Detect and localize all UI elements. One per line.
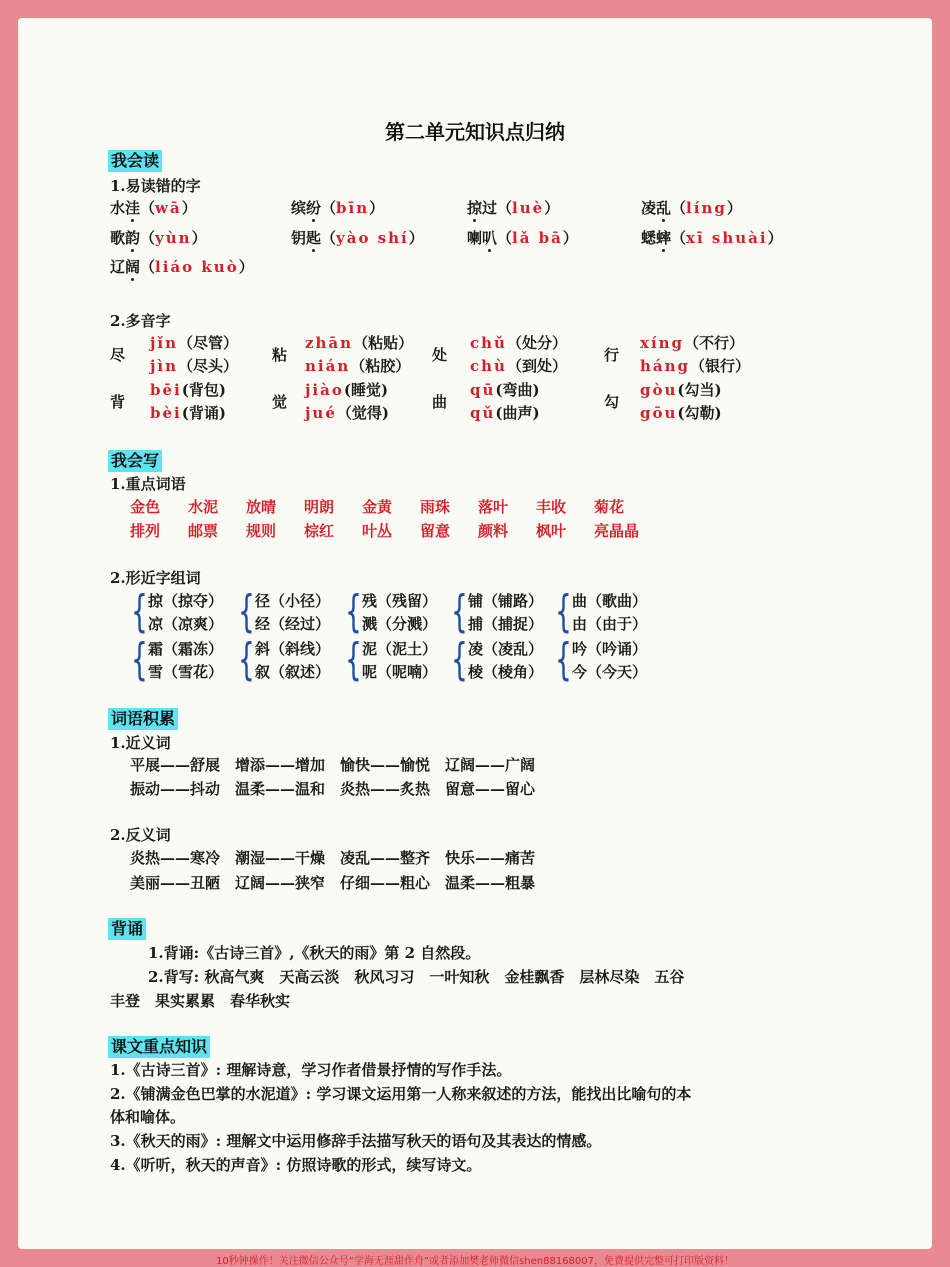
poly-pinyin: jìn xyxy=(150,357,179,375)
word-pinyin: xī shuài xyxy=(686,229,768,247)
section-write-header: 我会写 xyxy=(108,450,162,472)
poly-pinyin: qǔ xyxy=(470,404,496,422)
word-pinyin: luè xyxy=(512,199,545,217)
misread-word: 蟋蟀（xī shuài） xyxy=(641,229,783,247)
poly-reading xyxy=(150,333,238,353)
sub-synonyms: 1.近义词 xyxy=(110,734,171,752)
misread-word: 歌韵（yùn） xyxy=(110,229,207,247)
word-pinyin: lǎ bā xyxy=(512,229,563,247)
word-pinyin: wā xyxy=(155,199,182,217)
key-word: 明朗 xyxy=(304,498,335,516)
poly-reading xyxy=(640,356,750,376)
poly-pinyin: chù xyxy=(470,357,507,375)
sub-polyphone: 2.多音字 xyxy=(110,312,171,330)
antonyms-row-1: 炎热——寒冷 潮湿——干燥 凌乱——整齐 快乐——痛苦 xyxy=(130,849,536,867)
word-char-plain: 辽 xyxy=(110,258,126,276)
poly-char: 觉 xyxy=(272,393,288,411)
poly-pinyin: háng xyxy=(640,357,691,375)
section-read-header: 我会读 xyxy=(108,150,162,172)
poly-word: （粘胶） xyxy=(350,357,411,375)
similar-char-item: 今（今天） xyxy=(572,663,648,681)
similar-char-item: 凉（凉爽） xyxy=(148,615,224,633)
brace-icon: { xyxy=(345,634,362,685)
poly-pinyin: jué xyxy=(305,404,337,422)
poly-pinyin: zhān xyxy=(305,334,354,352)
key-word: 规则 xyxy=(246,522,277,540)
knowledge-line-1: 1.《古诗三首》: 理解诗意，学习作者借景抒情的写作手法。 xyxy=(110,1061,512,1079)
word-pinyin: yào shí xyxy=(336,229,409,247)
poly-word: （处分） xyxy=(506,334,567,352)
poly-reading xyxy=(640,403,722,423)
similar-char-item: 吟（吟诵） xyxy=(572,640,648,658)
word-char-dotted: 纷 xyxy=(306,199,322,217)
poly-reading xyxy=(150,356,238,376)
similar-char-item: 霜（霜冻） xyxy=(148,640,224,658)
similar-char-item: 棱（棱角） xyxy=(468,663,544,681)
similar-char-item: 曲（歌曲） xyxy=(572,592,648,610)
word-char-plain: 蟋 xyxy=(641,229,657,247)
similar-char-item: 经（经过） xyxy=(255,615,331,633)
poly-reading xyxy=(305,403,389,423)
key-word: 丰收 xyxy=(536,498,567,516)
footer-promo: 10秒钟操作！关注微信公众号“学海无涯甜作舟”或者添加樊老师微信shen88168007，免费提供完整可打印版资料！ xyxy=(215,1256,735,1267)
similar-char-item: 捕（捕捉） xyxy=(468,615,544,633)
brace-icon: { xyxy=(451,634,468,685)
recite-line-1: 1.背诵:《古诗三首》,《秋天的雨》第 2 自然段。 xyxy=(148,944,481,962)
brace-icon: { xyxy=(131,586,148,637)
similar-char-item: 泥（泥土） xyxy=(362,640,438,658)
word-char-dotted: 阔 xyxy=(125,258,141,276)
key-word: 邮票 xyxy=(188,522,219,540)
similar-char-item: 呢（呢喃） xyxy=(362,663,438,681)
poly-word: （不行） xyxy=(684,334,745,352)
poly-pinyin: nián xyxy=(305,357,351,375)
poly-reading xyxy=(470,333,567,353)
sub-similar-chars: 2.形近字组词 xyxy=(110,569,201,587)
poly-pinyin: gòu xyxy=(640,381,678,399)
word-pinyin: liáo kuò xyxy=(155,258,239,276)
misread-word: 缤纷（bīn） xyxy=(291,199,385,217)
similar-char-item: 残（残留） xyxy=(362,592,438,610)
misread-word: 辽阔（liáo kuò） xyxy=(110,258,254,276)
section-recite-header: 背诵 xyxy=(108,918,146,940)
brace-icon: { xyxy=(238,586,255,637)
word-pinyin: bīn xyxy=(336,199,370,217)
poly-word: （粘贴） xyxy=(353,334,414,352)
poly-word: (勾勒) xyxy=(677,404,722,422)
misread-word: 凌乱（líng） xyxy=(641,199,742,217)
poly-word: （银行） xyxy=(690,357,751,375)
poly-char: 尽 xyxy=(110,346,126,364)
poly-reading xyxy=(470,403,540,423)
word-char-plain: 喇 xyxy=(467,229,483,247)
poly-pinyin: qū xyxy=(470,381,496,399)
poly-word: (弯曲) xyxy=(495,381,540,399)
poly-char: 勾 xyxy=(604,393,620,411)
poly-word: (背包) xyxy=(181,381,226,399)
brace-icon: { xyxy=(345,586,362,637)
similar-char-item: 铺（铺路） xyxy=(468,592,544,610)
key-word: 金黄 xyxy=(362,498,393,516)
brace-icon: { xyxy=(238,634,255,685)
key-word: 金色 xyxy=(130,498,161,516)
poly-word: （觉得) xyxy=(336,404,389,422)
key-word: 留意 xyxy=(420,522,451,540)
poly-word: (曲声) xyxy=(495,404,540,422)
key-word: 放晴 xyxy=(246,498,277,516)
key-word: 雨珠 xyxy=(420,498,451,516)
poly-pinyin: gōu xyxy=(640,404,678,422)
poly-pinyin: bēi xyxy=(150,381,182,399)
poly-word: (勾当) xyxy=(677,381,722,399)
antonyms-row-2: 美丽——丑陋 辽阔——狭窄 仔细——粗心 温柔——粗暴 xyxy=(130,874,536,892)
poly-char: 处 xyxy=(432,346,448,364)
poly-reading xyxy=(470,380,540,400)
poly-reading xyxy=(305,333,413,353)
word-char-after: 过 xyxy=(482,199,498,217)
brace-icon: { xyxy=(131,634,148,685)
poly-reading xyxy=(305,356,410,376)
poly-reading xyxy=(305,380,388,400)
poly-char: 粘 xyxy=(272,346,288,364)
poly-pinyin: jiào xyxy=(305,381,344,399)
sub-easy-misread: 1.易读错的字 xyxy=(110,177,201,195)
poly-pinyin: jǐn xyxy=(150,334,179,352)
word-char-plain: 凌 xyxy=(641,199,657,217)
similar-char-item: 径（小径） xyxy=(255,592,331,610)
similar-char-item: 溅（分溅） xyxy=(362,615,438,633)
section-vocab-header: 词语积累 xyxy=(108,708,178,730)
word-char-plain: 歌 xyxy=(110,229,126,247)
recite-line-3: 丰登 果实累累 春华秋实 xyxy=(110,992,291,1010)
key-word: 棕红 xyxy=(304,522,335,540)
poly-pinyin: bèi xyxy=(150,404,182,422)
word-char-dotted: 乱 xyxy=(656,199,672,217)
poly-reading xyxy=(640,333,744,353)
poly-reading xyxy=(150,380,226,400)
word-char-dotted: 匙 xyxy=(306,229,322,247)
knowledge-line-2: 2.《铺满金色巴掌的水泥道》: 学习课文运用第一人称来叙述的方法，能找出比喻句的本 xyxy=(110,1085,692,1103)
word-char-dotted: 掠 xyxy=(467,199,483,217)
key-word: 菊花 xyxy=(594,498,625,516)
key-word: 颜料 xyxy=(478,522,509,540)
poly-char: 曲 xyxy=(432,393,448,411)
misread-word: 水洼（wā） xyxy=(110,199,197,217)
poly-reading xyxy=(470,356,567,376)
poly-reading xyxy=(150,403,226,423)
poly-pinyin: chǔ xyxy=(470,334,507,352)
poly-reading xyxy=(640,380,722,400)
similar-char-item: 凌（凌乱） xyxy=(468,640,544,658)
synonyms-row-1: 平展——舒展 增添——增加 愉快——愉悦 辽阔——广阔 xyxy=(130,756,536,774)
poly-word: （尽管） xyxy=(178,334,239,352)
misread-word: 掠过（luè） xyxy=(467,199,560,217)
brace-icon: { xyxy=(555,634,572,685)
section-knowledge-header: 课文重点知识 xyxy=(108,1036,210,1058)
knowledge-line-5: 4.《听听，秋天的声音》: 仿照诗歌的形式，续写诗文。 xyxy=(110,1156,482,1174)
poly-word: (睡觉) xyxy=(343,381,389,399)
key-word: 亮晶晶 xyxy=(594,522,640,540)
key-word: 落叶 xyxy=(478,498,509,516)
brace-icon: { xyxy=(451,586,468,637)
knowledge-line-3: 体和喻体。 xyxy=(110,1108,186,1126)
poly-char: 背 xyxy=(110,393,126,411)
similar-char-item: 雪（雪花） xyxy=(148,663,224,681)
poly-word: （尽头） xyxy=(178,357,239,375)
word-pinyin: yùn xyxy=(155,229,192,247)
word-char-dotted: 韵 xyxy=(125,229,141,247)
similar-char-item: 叙（叙述） xyxy=(255,663,331,681)
key-word: 叶丛 xyxy=(362,522,393,540)
word-char-dotted: 洼 xyxy=(125,199,141,217)
misread-word: 钥匙（yào shí） xyxy=(291,229,424,247)
word-char-plain: 钥 xyxy=(291,229,307,247)
key-word: 水泥 xyxy=(188,498,219,516)
key-word: 枫叶 xyxy=(536,522,567,540)
poly-word: （到处） xyxy=(506,357,567,375)
poly-pinyin: xíng xyxy=(640,334,685,352)
word-pinyin: líng xyxy=(686,199,727,217)
sub-antonyms: 2.反义词 xyxy=(110,826,171,844)
misread-word: 喇叭（lǎ bā） xyxy=(467,229,578,247)
word-char-dotted: 叭 xyxy=(482,229,498,247)
similar-char-item: 掠（掠夺） xyxy=(148,592,224,610)
poly-word: (背诵) xyxy=(181,404,226,422)
knowledge-line-4: 3.《秋天的雨》: 理解文中运用修辞手法描写秋天的语句及其表达的情感。 xyxy=(110,1132,602,1150)
brace-icon: { xyxy=(555,586,572,637)
page-title: 第二单元知识点归纳 xyxy=(385,120,565,144)
word-char-plain: 缤 xyxy=(291,199,307,217)
recite-line-2: 2.背写: 秋高气爽 天高云淡 秋风习习 一叶知秋 金桂飘香 层林尽染 五谷 xyxy=(148,968,685,986)
word-char-dotted: 蟀 xyxy=(656,229,672,247)
poly-char: 行 xyxy=(604,346,620,364)
key-word: 排列 xyxy=(130,522,161,540)
synonyms-row-2: 振动——抖动 温柔——温和 炎热——炙热 留意——留心 xyxy=(130,780,536,798)
similar-char-item: 由（由于） xyxy=(572,615,648,633)
word-char-plain: 水 xyxy=(110,199,126,217)
similar-char-item: 斜（斜线） xyxy=(255,640,331,658)
sub-key-words: 1.重点词语 xyxy=(110,475,186,493)
